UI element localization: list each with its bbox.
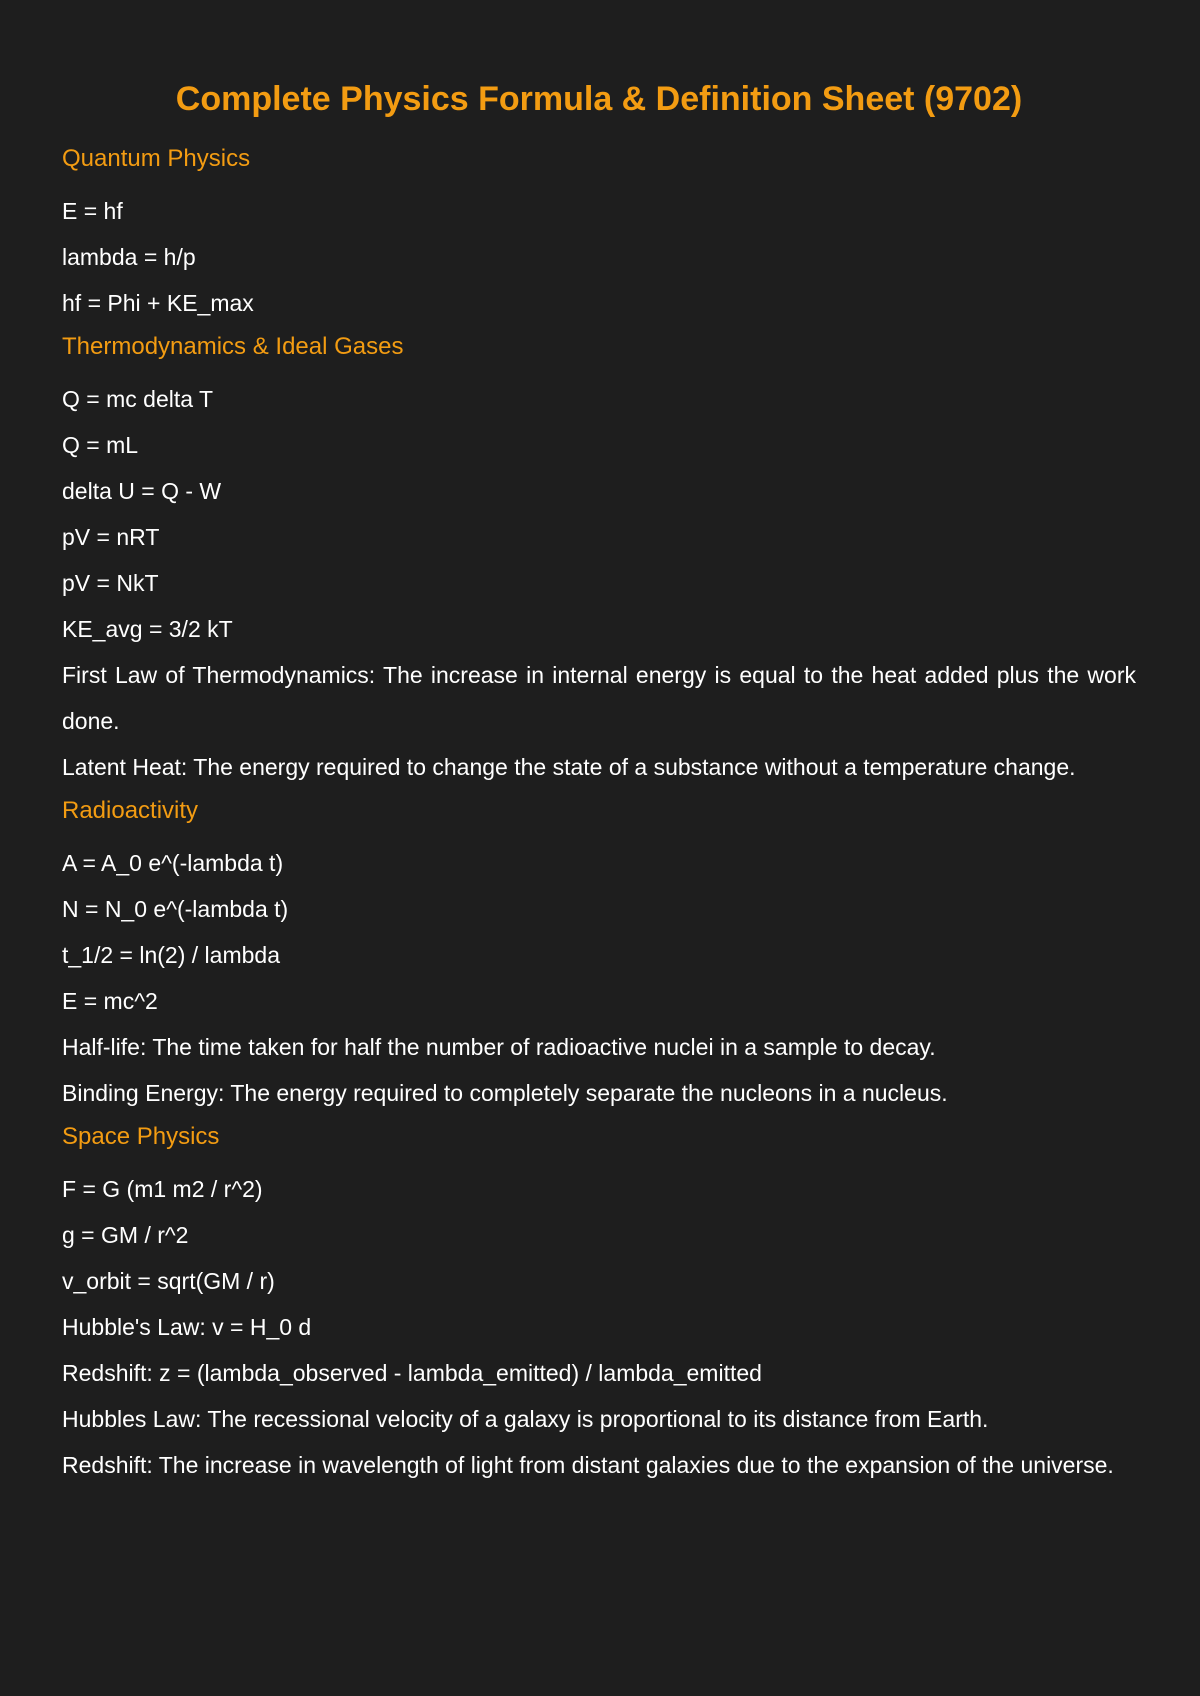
definition-line: Redshift: The increase in wavelength of light from distant galaxies due to the expansion of the universe. bbox=[62, 1452, 1114, 1478]
definition-line: Hubbles Law: The recessional velocity of a galaxy is proportional to its distance from Earth. bbox=[62, 1406, 989, 1432]
formula-line: hf = Phi + KE_max bbox=[62, 290, 254, 316]
formula-line: delta U = Q - W bbox=[62, 478, 222, 504]
formula-line: pV = NkT bbox=[62, 570, 159, 596]
definition-line: Hubble's Law: v = H_0 d bbox=[62, 1314, 312, 1340]
formula-line: F = G (m1 m2 / r^2) bbox=[62, 1176, 263, 1202]
formula-line: lambda = h/p bbox=[62, 244, 196, 270]
definition-line: Redshift: z = (lambda_observed - lambda_emitted) / lambda_emitted bbox=[62, 1360, 762, 1386]
formula-line: N = N_0 e^(-lambda t) bbox=[62, 896, 289, 922]
section bbox=[62, 1120, 1136, 1488]
section-heading: Quantum Physics bbox=[62, 145, 251, 172]
formula-line: t_1/2 = ln(2) / lambda bbox=[62, 942, 280, 968]
formula-line: E = mc^2 bbox=[62, 988, 158, 1014]
formula-line: pV = nRT bbox=[62, 524, 160, 550]
definition-line: Half-life: The time taken for half the number of radioactive nuclei in a sample to decay. bbox=[62, 1034, 936, 1060]
section-heading: Space Physics bbox=[62, 1123, 220, 1150]
formula-line: KE_avg = 3/2 kT bbox=[62, 616, 233, 642]
definition-line: Latent Heat: The energy required to change the state of a substance without a temperature change. bbox=[62, 754, 1076, 780]
section bbox=[62, 330, 1136, 790]
definition-line: First Law of Thermodynamics: The increase in internal energy is equal to the heat added plus the work done. bbox=[62, 662, 1136, 734]
section bbox=[62, 794, 1136, 1116]
formula-line: Q = mL bbox=[62, 432, 139, 458]
formula-line: v_orbit = sqrt(GM / r) bbox=[62, 1268, 275, 1294]
page-title: Complete Physics Formula & Definition Sheet (9702) bbox=[175, 80, 1023, 118]
formula-line: Q = mc delta T bbox=[62, 386, 214, 412]
formula-line: E = hf bbox=[62, 198, 123, 224]
section-heading: Thermodynamics & Ideal Gases bbox=[62, 333, 404, 360]
section-heading: Radioactivity bbox=[62, 797, 199, 824]
sections-container bbox=[62, 142, 1136, 1488]
section bbox=[62, 142, 1136, 326]
formula-line: g = GM / r^2 bbox=[62, 1222, 189, 1248]
formula-line: A = A_0 e^(-lambda t) bbox=[62, 850, 284, 876]
definition-line: Binding Energy: The energy required to completely separate the nucleons in a nucleus. bbox=[62, 1080, 948, 1106]
